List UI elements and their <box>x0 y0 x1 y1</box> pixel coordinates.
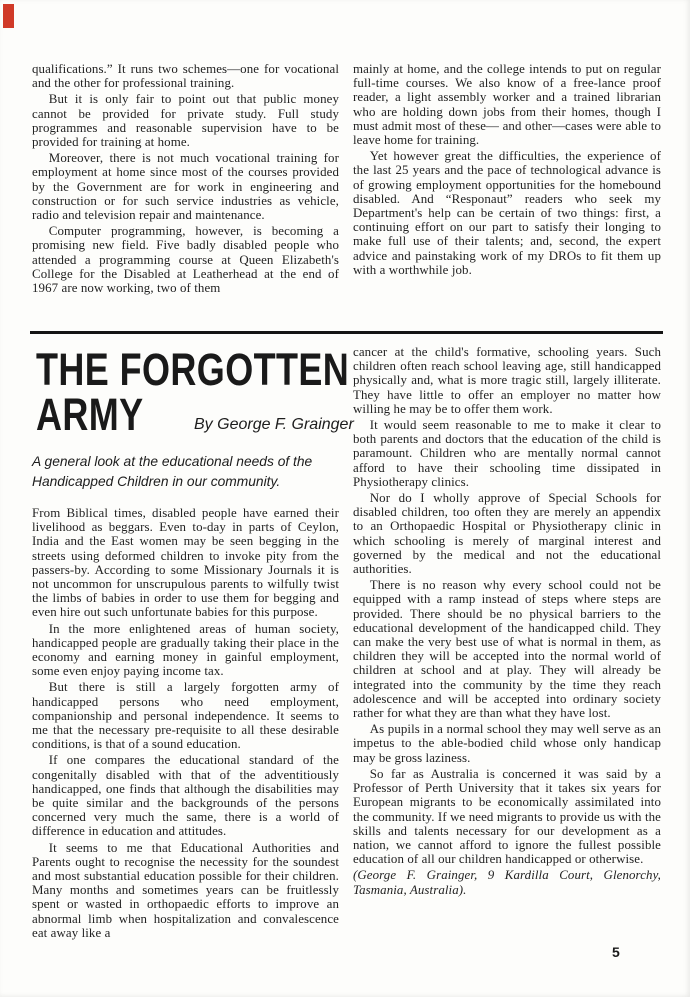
article-title-line-2: ARMY <box>36 389 144 440</box>
page-number: 5 <box>612 944 620 960</box>
paragraph: Yet however great the difficulties, the experience of the last 25 years and the pace of technological advance is of growing employment opportunities for the homebound disabled. And “Responaut” readers who seek my Department's help can be certain of two things: first, a continuing effort on our part to satisfy their longing to make full use of their talents; and, second, the expert advice and painstaking work of my DROs to fit them up with a worthwhile job. <box>353 149 661 277</box>
paragraph: Nor do I wholly approve of Special Schools for disabled children, too often they are merely an appendix to an Orthopaedic Hospital or Physiotherapy clinic in which schooling is merely of marginal interest and governed by the medical and not the educational authorities. <box>353 491 661 577</box>
paragraph: From Biblical times, disabled people have earned their livelihood as beggars. Even to-day in parts of Ceylon, India and the East women may be seen begging in the streets using deformed children to invoke pity from the passers-by. According to some Missionary Journals it is not uncommon for unscrupulous parents to wilfully twist the limbs of babies in order to use them for begging and even hire out such unfortunate babies for this purpose. <box>32 506 339 620</box>
article-title-line-1: THE FORGOTTEN <box>36 344 350 395</box>
paragraph: There is no reason why every school could not be equipped with a ramp instead of steps where steps are provided. There should be no physical barriers to the educational development of the handicapped child. They can make the very best use of what is normal in them, as children they will be accepted into the normal world of children at school and at play. They will already be integrated into the community by the time they reach adolescence and will be accepted into ordinary society rather for what they are than what they have lost. <box>353 578 661 721</box>
paragraph: As pupils in a normal school they may well serve as an impetus to the able-bodied child whose only handicap may be gross laziness. <box>353 722 661 765</box>
paragraph: In the more enlightened areas of human society, handicapped people are gradually taking their place in the economy and earning money in gainful employment, some even enjoy paying income tax. <box>32 621 339 679</box>
top-article-right-column <box>353 62 661 279</box>
top-article-left-column <box>32 62 339 297</box>
feature-left-column <box>32 506 339 942</box>
author-signature: (George F. Grainger, 9 Kardilla Court, Glenorchy, Tasmania, Australia). <box>353 868 661 897</box>
paragraph: It would seem reasonable to me to make it clear to both parents and doctors that the education of the child is paramount. Children who are mentally normal cannot afford to have their schooling time dissipated in Physiotherapy clinics. <box>353 418 661 489</box>
article-byline: By George F. Grainger <box>194 416 354 433</box>
paragraph: But it is only fair to point out that public money cannot be provided for private study. Full study programmes and reasonable supervision have to be provided for training at home. <box>32 92 339 150</box>
section-divider-rule <box>30 331 663 334</box>
article-standfirst: A general look at the educational needs of the Handicapped Children in our community. <box>32 454 313 489</box>
red-registration-mark <box>3 4 14 28</box>
paragraph: So far as Australia is concerned it was said by a Professor of Perth University that it takes six years for European migrants to be economically assimilated into the community. If we need migrants to provide us with the skills and talents necessary for our development as a nation, we cannot afford to ignore the fullest possible education of all our children handicapped or otherwise. <box>353 766 661 867</box>
paragraph: But there is still a largely forgotten army of handicapped persons who need employment, companionship and personal independence. It seems to me that the necessary pre-requisite to all these desirable conditions, is that of a sound education. <box>32 680 339 752</box>
paragraph: Computer programming, however, is becoming a promising new field. Five badly disabled people who attended a programming course at Queen Elizabeth's College for the Disabled at Leatherhead at the end of 1967 are now working, two of them <box>32 224 339 296</box>
paragraph: mainly at home, and the college intends to put on regular full-time courses. We also know of a free-lance proof reader, a light assembly worker and a trained librarian who are holding down jobs from their homes, though I must admit most of these— and other—cases were able to leave home for training. <box>353 62 661 148</box>
paragraph: Moreover, there is not much vocational training for employment at home since most of the courses provided by the Government are for work in engineering and construction or for such service industries as vehicle, radio and television repair and maintenance. <box>32 151 339 223</box>
feature-right-column <box>353 345 661 899</box>
paragraph: qualifications.” It runs two schemes—one for vocational and the other for professional training. <box>32 62 339 91</box>
paragraph: If one compares the educational standard of the congenitally disabled with that of the adventitiously handicapped, one finds that although the disabilities may be quite similar and the backgrounds of the persons concerned very much the same, there is a world of difference in education and attitudes. <box>32 753 339 839</box>
paragraph: cancer at the child's formative, schooling years. Such children often reach school leaving age, still handicapped physically and, what is more tragic still, largely illiterate. They have little to offer an employer no matter how willing he may be to offer them work. <box>353 345 661 416</box>
paragraph: It seems to me that Educational Authorities and Parents ought to recognise the necessity for the soundest and most substantial education possible for their children. Many months and sometimes years can be fruitlessly spent or wasted in orthopaedic efforts to improve an abnormal limb when hospitalization and convalescence eat away like a <box>32 840 339 940</box>
